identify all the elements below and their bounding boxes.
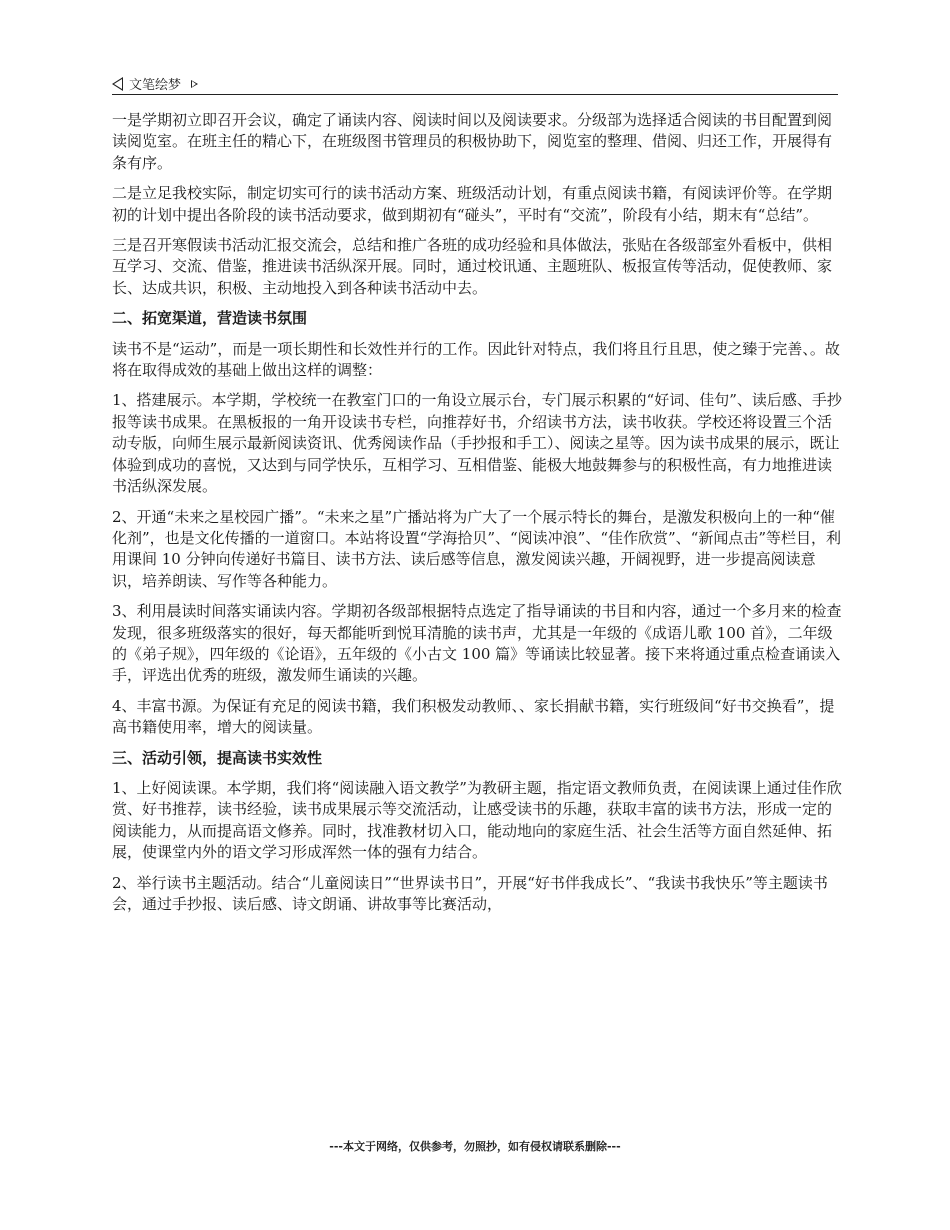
section-heading: 三、活动引领，提高读书实效性 — [112, 748, 323, 767]
paragraph: 读书不是“运动”，而是一项长期性和长效性并行的工作。因此针对特点，我们将且行且思，使之臻于完善、。故将在取得成效的基础上做出这样的调整： — [112, 339, 840, 380]
brand-text: 文笔绘梦 — [129, 78, 182, 93]
paragraph: 2、开通“未来之星校园广播”。“未来之星”广播站将为广大了一个展示特长的舞台，是激发积极向上的一种“催化剂”，也是文化传播的一道窗口。本站将设置“学海拾贝”、“阅读冲浪”、“佳作欣赏”、“新闻点击”等栏目，利用课间 10 分钟向传递好书篇目、读书方法、读后感等信息，激发阅读兴趣，开阔视野，进一步提高阅读意识，培养朗读、写作等各种能力。 — [112, 507, 842, 590]
paragraph: 1、上好阅读课。本学期，我们将“阅读融入语文教学”为教研主题，指定语文教师负责，在阅读课上通过佳作欣赏、好书推荐，读书经验，读书成果展示等交流活动，让感受读书的乐趣，获取丰富的读书方法，形成一定的阅读能力，从而提高语文修养。同时，找准教材切入口，能动地向的家庭生活、社会生活等方面自然延伸、拓展，使课堂内外的语文学习形成浑然一体的强有力结合。 — [112, 778, 842, 862]
paragraph: 3、利用晨读时间落实诵读内容。学期初各级部根据特点选定了指导诵读的书目和内容，通过一个多月来的检查发现，很多班级落实的很好，每天都能听到悦耳清脆的读书声，尤其是一年级的《成语儿歌 100 首》，二年级的《弟子规》，四年级的《论语》，五年级的《小古文 100 篇》等诵读比较显著。接下来将通过重点检查诵读入手，评选出优秀的班级，激发师生诵读的兴趣。 — [112, 602, 842, 685]
header-brand — [112, 74, 198, 93]
paragraph: 2、举行读书主题活动。结合“儿童阅读日”“世界读书日”，开展“好书伴我成长”、“我读书我快乐”等主题读书会，通过手抄报、读后感、诗文朗诵、讲故事等比赛活动， — [112, 873, 828, 913]
paragraph: 1、搭建展示。本学期，学校统一在教室门口的一角设立展示台，专门展示积累的“好词、佳句”、读后感、手抄报等读书成果。在黑板报的一角开设读书专栏，向推荐好书，介绍读书方法，读书收获。学校还将设置三个活动专版，向师生展示最新阅读资讯、优秀阅读作品（手抄报和手工）、阅读之星等。因为读书成果的展示，既让体验到成功的喜悦，又达到与同学快乐，互相学习、互相借鉴、能极大地鼓舞参与的积极性高，有力地推进读书活纵深发展。 — [112, 391, 842, 496]
left-triangle-icon — [112, 77, 123, 91]
paragraph: 一是学期初立即召开会议，确定了诵读内容、阅读时间以及阅读要求。分级部为选择适合阅读的书目配置到阅读阅览室。在班主任的精心下，在班级图书管理员的积极协助下，阅览室的整理、借阅、归还工作，开展得有条有序。 — [112, 111, 833, 172]
page-footer: ---本文于网络，仅供参考，勿照抄，如有侵权请联系删除--- — [329, 1140, 621, 1153]
section-heading: 二、拓宽渠道，营造读书氛围 — [112, 309, 308, 328]
paragraph: 4、丰富书源。为保证有充足的阅读书籍，我们积极发动教师、、家长捐献书籍，实行班级间“好书交换看”，提高书籍使用率，增大的阅读量。 — [112, 696, 835, 737]
paragraph: 三是召开寒假读书活动汇报交流会，总结和推广各班的成功经验和具体做法，张贴在各级部室外看板中，供相互学习、交流、借鉴，推进读书活纵深开展。同时，通过校讯通、主题班队、板报宣传等活动，促使教师、家长、达成共识，积极、主动地投入到各种读书活动中去。 — [112, 236, 833, 297]
document-body — [112, 110, 842, 924]
right-triangle-icon — [191, 80, 198, 88]
paragraph: 二是立足我校实际，制定切实可行的读书活动方案、班级活动计划，有重点阅读书籍，有阅读评价等。在学期初的计划中提出各阶段的读书活动要求，做到期初有“碰头”，平时有“交流”，阶段有小结，期末有“总结”。 — [112, 184, 833, 224]
page-header — [112, 72, 838, 95]
